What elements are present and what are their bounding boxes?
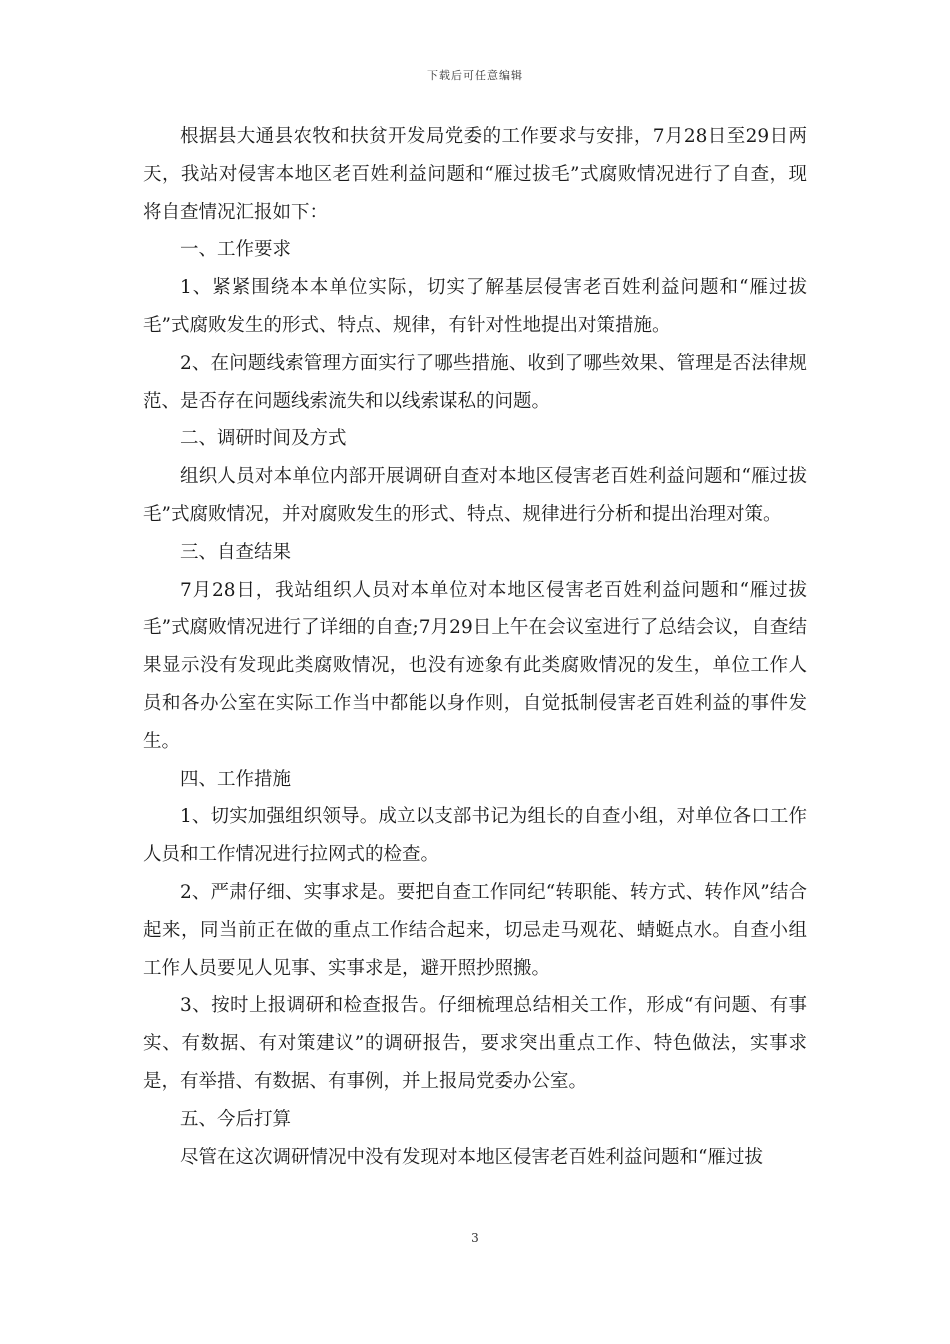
section-heading-future-plans: 五、今后打算: [180, 1108, 292, 1130]
document-body: [143, 118, 807, 1176]
section-heading-work-requirements: 一、工作要求: [180, 239, 292, 261]
measure-item-3: 3、按时上报调研和检查报告。仔细梳理总结相关工作，形成“有问题、有事实、有数据、有对策建议”的调研报告，要求突出重点工作、特色做法，实事求是，有举措、有数据、有事例，并上报局党委办公室。: [143, 995, 807, 1092]
self-inspection-results-paragraph: 7月28日，我站组织人员对本单位对本地区侵害老百姓利益问题和“雁过拔毛”式腐败情况进行了详细的自查;7月29日上午在会议室进行了总结会议，自查结果显示没有发现此类腐败情况，也没有迹象有此类腐败情况的发生，单位工作人员和各办公室在实际工作当中都能以身作则，自觉抵制侵害老百姓利益的事件发生。: [143, 579, 807, 752]
intro-paragraph: 根据县大通县农牧和扶贫开发局党委的工作要求与安排，7月28日至29日两天，我站对侵害本地区老百姓利益问题和“雁过拔毛”式腐败情况进行了自查，现将自查情况汇报如下：: [143, 126, 807, 223]
section-heading-work-measures: 四、工作措施: [180, 768, 292, 790]
page-header-note: 下载后可任意编辑: [427, 69, 523, 82]
requirement-item-1: 1、紧紧围绕本本单位实际，切实了解基层侵害老百姓利益问题和“雁过拔毛”式腐败发生的形式、特点、规律，有针对性地提出对策措施。: [143, 277, 807, 336]
requirement-item-2: 2、在问题线索管理方面实行了哪些措施、收到了哪些效果、管理是否法律规范、是否存在问题线索流失和以线索谋私的问题。: [143, 352, 807, 412]
measure-item-2: 2、严肃仔细、实事求是。要把自查工作同纪“转职能、转方式、转作风”结合起来，同当前正在做的重点工作结合起来，切忌走马观花、蜻蜓点水。自查小组工作人员要见人见事、实事求是，避开照抄照搬。: [143, 881, 807, 979]
section-heading-research-time-method: 二、调研时间及方式: [180, 428, 347, 450]
future-plans-paragraph: 尽管在这次调研情况中没有发现对本地区侵害老百姓利益问题和“雁过拔: [180, 1146, 763, 1168]
page-number: 3: [471, 1231, 479, 1245]
research-method-paragraph: 组织人员对本单位内部开展调研自查对本地区侵害老百姓利益问题和“雁过拔毛”式腐败情况，并对腐败发生的形式、特点、规律进行分析和提出治理对策。: [143, 466, 807, 525]
section-heading-self-inspection-results: 三、自查结果: [180, 541, 292, 563]
measure-item-1: 1、切实加强组织领导。成立以支部书记为组长的自查小组，对单位各口工作人员和工作情况进行拉网式的检查。: [143, 806, 807, 866]
